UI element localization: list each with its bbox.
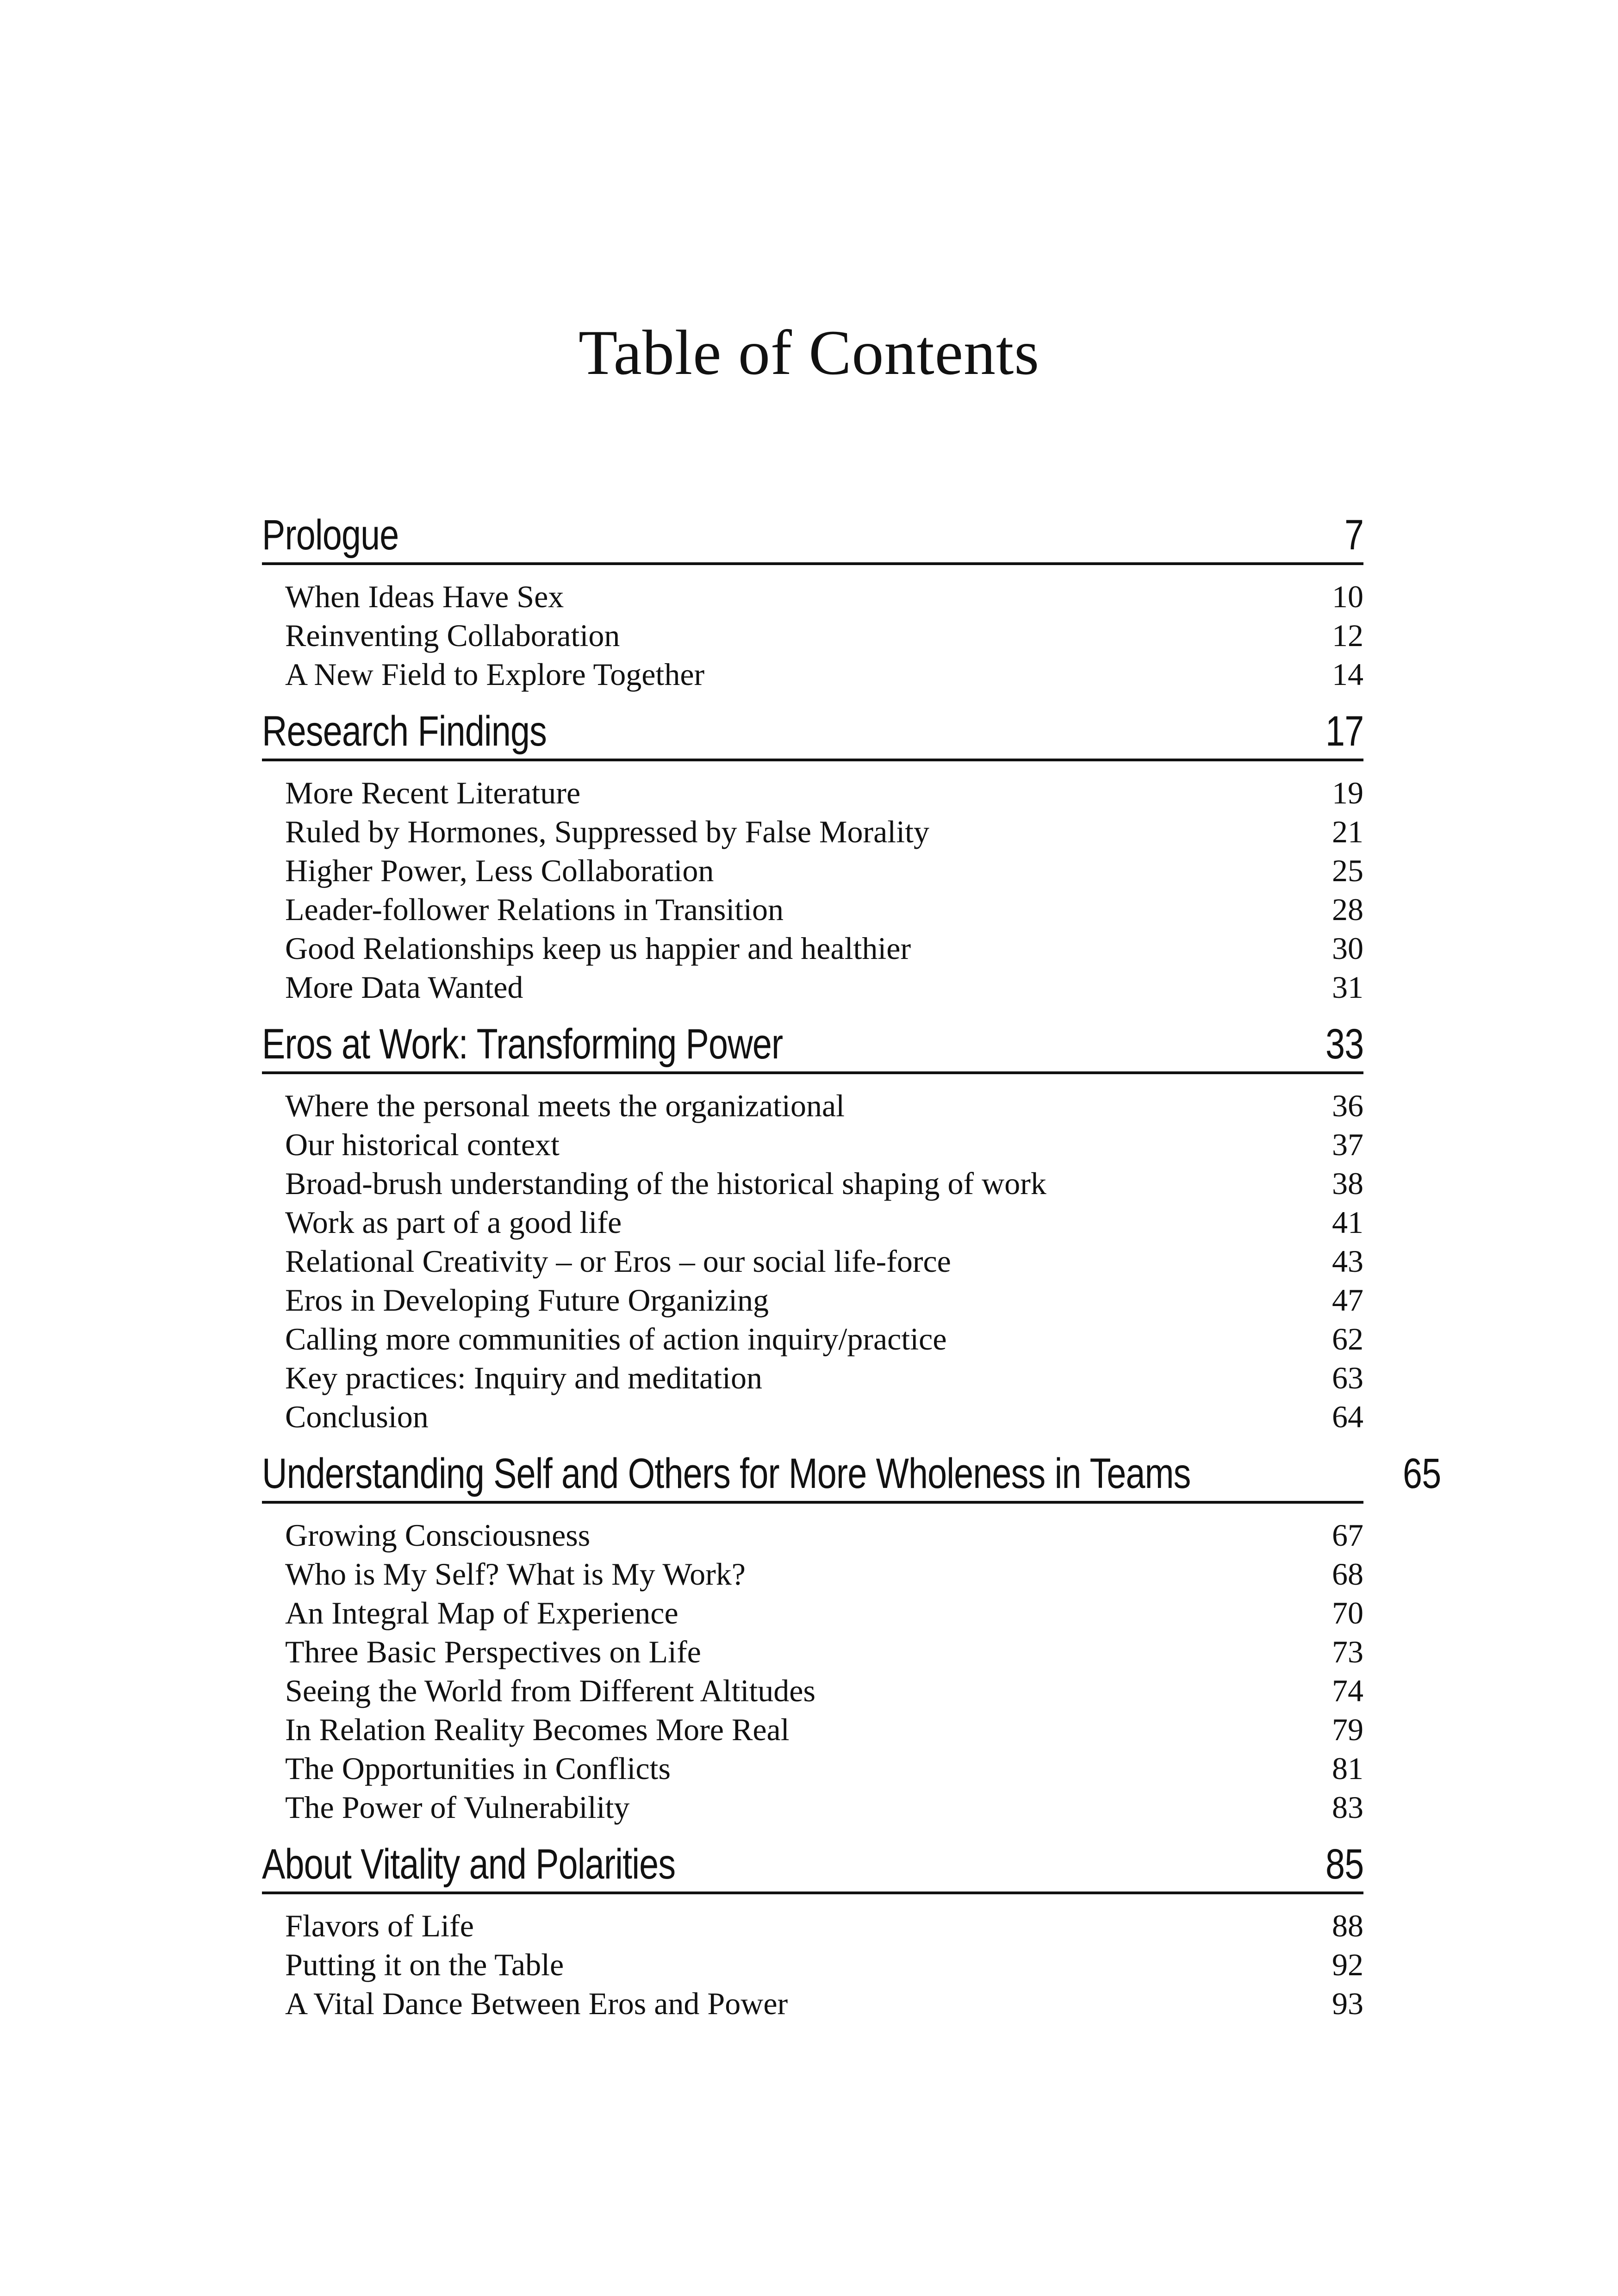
toc-entry[interactable] (262, 968, 1363, 1007)
entry-page-number: 79 (1332, 1712, 1363, 1747)
section-title: Eros at Work: Transforming Power (262, 1020, 783, 1068)
entry-title: Leader-follower Relations in Transition (285, 892, 784, 927)
entry-title: Higher Power, Less Collaboration (285, 853, 714, 888)
toc-entry[interactable] (262, 1749, 1363, 1788)
entry-list (262, 1074, 1363, 1441)
section-heading[interactable] (262, 1831, 1363, 1894)
toc-entry[interactable] (262, 1632, 1363, 1671)
entry-title: Who is My Self? What is My Work? (285, 1556, 746, 1592)
toc-entry[interactable] (262, 1984, 1363, 2023)
section-title: Research Findings (262, 708, 547, 755)
toc-entry[interactable] (262, 1945, 1363, 1984)
entry-page-number: 92 (1332, 1947, 1363, 1982)
section-title: Prologue (262, 511, 399, 559)
entry-page-number: 63 (1332, 1360, 1363, 1395)
entry-page-number: 12 (1332, 618, 1363, 653)
entry-title: Work as part of a good life (285, 1205, 622, 1240)
toc-entry[interactable] (262, 655, 1363, 694)
entry-title: The Power of Vulnerability (285, 1790, 630, 1825)
entry-page-number: 88 (1332, 1908, 1363, 1943)
toc-entry[interactable] (262, 1281, 1363, 1319)
toc-entry[interactable] (262, 1906, 1363, 1945)
entry-title: Where the personal meets the organizational (285, 1088, 845, 1123)
entry-title: More Data Wanted (285, 970, 523, 1005)
toc-entry[interactable] (262, 1593, 1363, 1632)
entry-title: Reinventing Collaboration (285, 618, 620, 653)
entry-page-number: 81 (1332, 1751, 1363, 1786)
section-title: Understanding Self and Others for More Wholeness in Teams (262, 1450, 1191, 1497)
entry-title: When Ideas Have Sex (285, 579, 564, 614)
entry-page-number: 38 (1332, 1166, 1363, 1201)
toc-section (262, 1831, 1363, 2028)
entry-page-number: 36 (1332, 1088, 1363, 1123)
toc-entry[interactable] (262, 1555, 1363, 1593)
toc-entry[interactable] (262, 1086, 1363, 1125)
entry-page-number: 30 (1332, 931, 1363, 966)
toc-entry[interactable] (262, 616, 1363, 655)
toc-entry[interactable] (262, 1397, 1363, 1436)
entry-page-number: 73 (1332, 1634, 1363, 1669)
section-title: About Vitality and Polarities (262, 1841, 676, 1888)
entry-title: More Recent Literature (285, 775, 581, 810)
entry-list (262, 1894, 1363, 2028)
entry-title: Ruled by Hormones, Suppressed by False Morality (285, 814, 929, 849)
section-heading[interactable] (262, 1441, 1441, 1504)
entry-title: Relational Creativity – or Eros – our social life-force (285, 1244, 951, 1279)
toc-entry[interactable] (262, 851, 1363, 890)
entry-title: A New Field to Explore Together (285, 657, 705, 692)
entry-title: Growing Consciousness (285, 1518, 591, 1553)
entry-title: Conclusion (285, 1399, 429, 1434)
entry-page-number: 93 (1332, 1986, 1363, 2021)
toc-section (262, 1011, 1363, 1441)
entry-page-number: 68 (1332, 1556, 1363, 1592)
toc-entry[interactable] (262, 1788, 1363, 1827)
entry-title: Broad-brush understanding of the historical shaping of work (285, 1166, 1046, 1201)
entry-page-number: 31 (1332, 970, 1363, 1005)
entry-title: Good Relationships keep us happier and healthier (285, 931, 911, 966)
entry-list (262, 1504, 1363, 1831)
toc-entry[interactable] (262, 1710, 1363, 1749)
toc-entry[interactable] (262, 1516, 1363, 1555)
table-of-contents (262, 502, 1441, 2028)
toc-entry[interactable] (262, 577, 1363, 616)
entry-title: Seeing the World from Different Altitudes (285, 1673, 815, 1708)
toc-entry[interactable] (262, 1319, 1363, 1358)
page-title: Table of Contents (578, 317, 1040, 388)
toc-entry[interactable] (262, 812, 1363, 851)
section-page-number: 17 (1325, 708, 1363, 755)
section-page-number: 33 (1325, 1020, 1363, 1068)
entry-page-number: 41 (1332, 1205, 1363, 1240)
entry-page-number: 21 (1332, 814, 1363, 849)
entry-page-number: 70 (1332, 1595, 1363, 1630)
toc-entry[interactable] (262, 1242, 1363, 1281)
entry-title: The Opportunities in Conflicts (285, 1751, 671, 1786)
toc-entry[interactable] (262, 890, 1363, 929)
toc-entry[interactable] (262, 929, 1363, 968)
entry-title: A Vital Dance Between Eros and Power (285, 1986, 788, 2021)
section-page-number: 7 (1344, 511, 1363, 559)
entry-page-number: 14 (1332, 657, 1363, 692)
entry-page-number: 74 (1332, 1673, 1363, 1708)
entry-title: In Relation Reality Becomes More Real (285, 1712, 790, 1747)
section-page-number: 85 (1325, 1841, 1363, 1888)
entry-page-number: 10 (1332, 579, 1363, 614)
toc-entry[interactable] (262, 1358, 1363, 1397)
entry-page-number: 47 (1332, 1282, 1363, 1318)
toc-section (262, 698, 1363, 1011)
section-heading[interactable] (262, 502, 1363, 565)
entry-page-number: 19 (1332, 775, 1363, 810)
entry-title: Eros in Developing Future Organizing (285, 1282, 769, 1318)
entry-title: Key practices: Inquiry and meditation (285, 1360, 762, 1395)
toc-entry[interactable] (262, 1125, 1363, 1164)
toc-section (262, 502, 1363, 698)
entry-page-number: 67 (1332, 1518, 1363, 1553)
section-heading[interactable] (262, 1011, 1363, 1074)
toc-entry[interactable] (262, 1164, 1363, 1203)
entry-page-number: 83 (1332, 1790, 1363, 1825)
entry-title: Three Basic Perspectives on Life (285, 1634, 701, 1669)
entry-page-number: 64 (1332, 1399, 1363, 1434)
entry-title: Flavors of Life (285, 1908, 474, 1943)
toc-section (262, 1441, 1441, 1831)
entry-page-number: 62 (1332, 1321, 1363, 1356)
entry-title: An Integral Map of Experience (285, 1595, 678, 1630)
toc-entry[interactable] (262, 773, 1363, 812)
entry-page-number: 28 (1332, 892, 1363, 927)
entry-list (262, 761, 1363, 1011)
entry-list (262, 565, 1363, 698)
section-page-number: 65 (1403, 1450, 1441, 1497)
section-heading[interactable] (262, 698, 1363, 761)
entry-title: Calling more communities of action inquiry/practice (285, 1321, 947, 1356)
entry-page-number: 25 (1332, 853, 1363, 888)
entry-page-number: 37 (1332, 1127, 1363, 1162)
entry-title: Putting it on the Table (285, 1947, 564, 1982)
entry-title: Our historical context (285, 1127, 560, 1162)
toc-entry[interactable] (262, 1203, 1363, 1242)
toc-entry[interactable] (262, 1671, 1363, 1710)
entry-page-number: 43 (1332, 1244, 1363, 1279)
